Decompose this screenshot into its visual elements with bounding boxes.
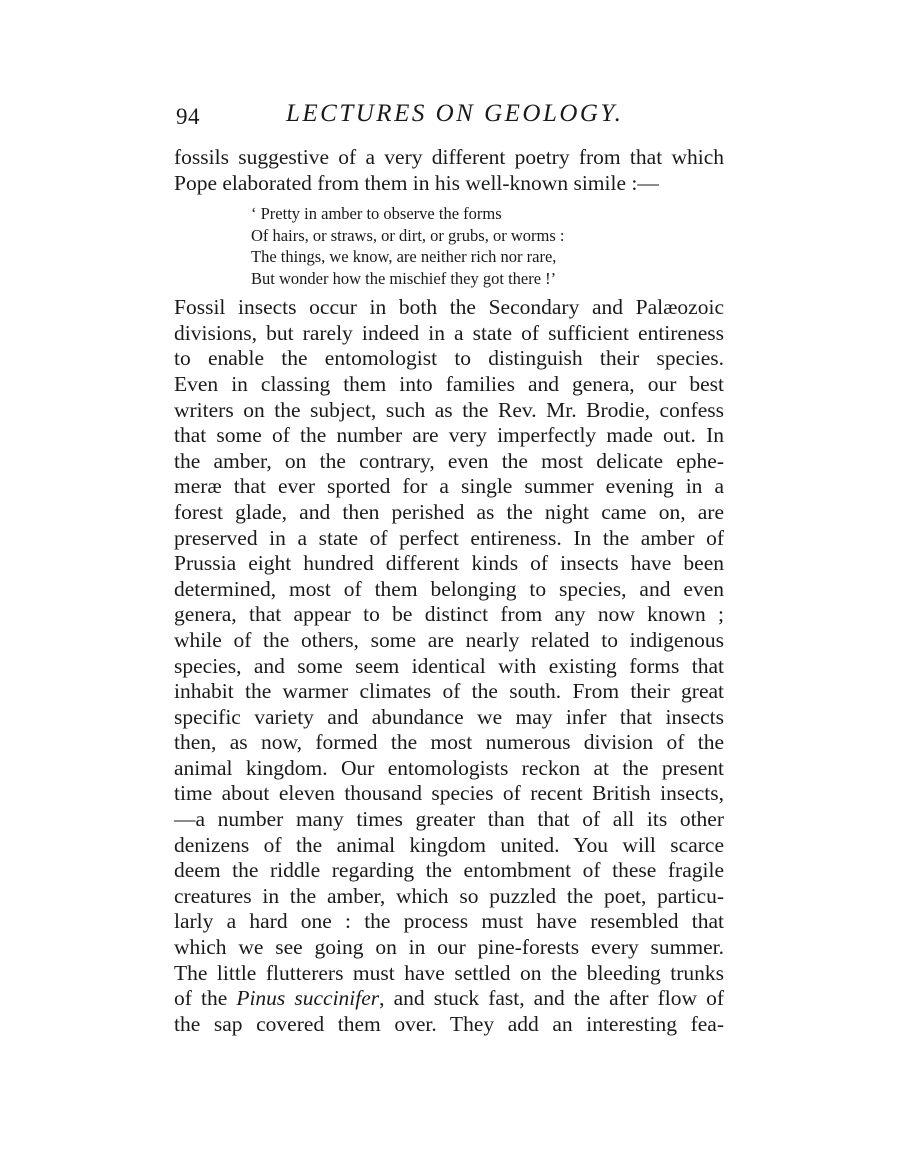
text-fragment: , and stuck fast, and the after flow of: [379, 986, 724, 1011]
text-line: genera, that appear to be distinct from any now known ;: [174, 602, 724, 627]
text-line: the amber, on the contrary, even the most delicate ephe-: [174, 448, 724, 473]
text-line: creatures in the amber, which so puzzled the poet, particu-: [174, 883, 724, 908]
poem-line: ‘ Pretty in amber to observe the forms: [251, 204, 502, 224]
poem-line: But wonder how the mischief they got there !’: [251, 268, 557, 288]
text-line: to enable the entomologist to distinguish their species.: [174, 346, 724, 371]
text-line: animal kingdom. Our entomologists reckon at the present: [174, 755, 724, 780]
intro-paragraph: [174, 145, 724, 196]
text-line: preserved in a state of perfect entireness. In the amber of: [174, 525, 724, 550]
text-line: which we see going on in our pine-forests every summer.: [174, 935, 724, 960]
text-line: denizens of the animal kingdom united. You will scarce: [174, 832, 724, 857]
poem-line: Of hairs, or straws, or dirt, or grubs, or worms :: [251, 225, 565, 245]
text-line: species, and some seem identical with existing forms that: [174, 653, 724, 678]
text-line: while of the others, some are nearly related to indigenous: [174, 627, 724, 652]
text-line: Even in classing them into families and genera, our best: [174, 371, 724, 396]
text-line: meræ that ever sported for a single summer evening in a: [174, 474, 724, 499]
text-line: The little flutterers must have settled on the bleeding trunks: [174, 960, 724, 985]
page-number: 94: [176, 104, 200, 129]
text-line: Fossil insects occur in both the Secondary and Palæozoic: [174, 295, 724, 320]
text-line: that some of the number are very imperfectly made out. In: [174, 423, 724, 448]
text-line: Pope elaborated from them in his well-known simile :—: [174, 170, 659, 195]
text-line: Prussia eight hundred different kinds of insects have been: [174, 551, 724, 576]
text-line: writers on the subject, such as the Rev. Mr. Brodie, confess: [174, 397, 724, 422]
italic-species-name: Pinus succinifer: [236, 986, 380, 1011]
main-paragraph: [174, 295, 724, 1037]
text-line: —a number many times greater than that of all its other: [174, 807, 724, 832]
text-line: determined, most of them belonging to species, and even: [174, 576, 724, 601]
text-line: specific variety and abundance we may infer that insects: [174, 704, 724, 729]
text-line: inhabit the warmer climates of the south. From their great: [174, 679, 724, 704]
poem-line: The things, we know, are neither rich nor rare,: [251, 247, 557, 267]
text-line: forest glade, and then perished as the night came on, are: [174, 499, 724, 524]
page-header: [176, 100, 726, 134]
text-line: then, as now, formed the most numerous division of the: [174, 730, 724, 755]
text-line: fossils suggestive of a very different poetry from that which: [174, 145, 724, 169]
text-fragment: of the: [174, 986, 237, 1011]
text-line: larly a hard one : the process must have resembled that: [174, 909, 724, 934]
text-line: divisions, but rarely indeed in a state of sufficient entireness: [174, 320, 724, 345]
poem-quotation: [174, 203, 724, 289]
text-line: time about eleven thousand species of recent British insects,: [174, 781, 724, 806]
page-body: [174, 145, 724, 1037]
text-line: deem the riddle regarding the entombment of these fragile: [174, 858, 724, 883]
text-line-with-italic: [174, 986, 724, 1012]
text-line: the sap covered them over. They add an interesting fea-: [174, 1011, 724, 1036]
running-title: LECTURES ON GEOLOGY.: [286, 100, 624, 127]
